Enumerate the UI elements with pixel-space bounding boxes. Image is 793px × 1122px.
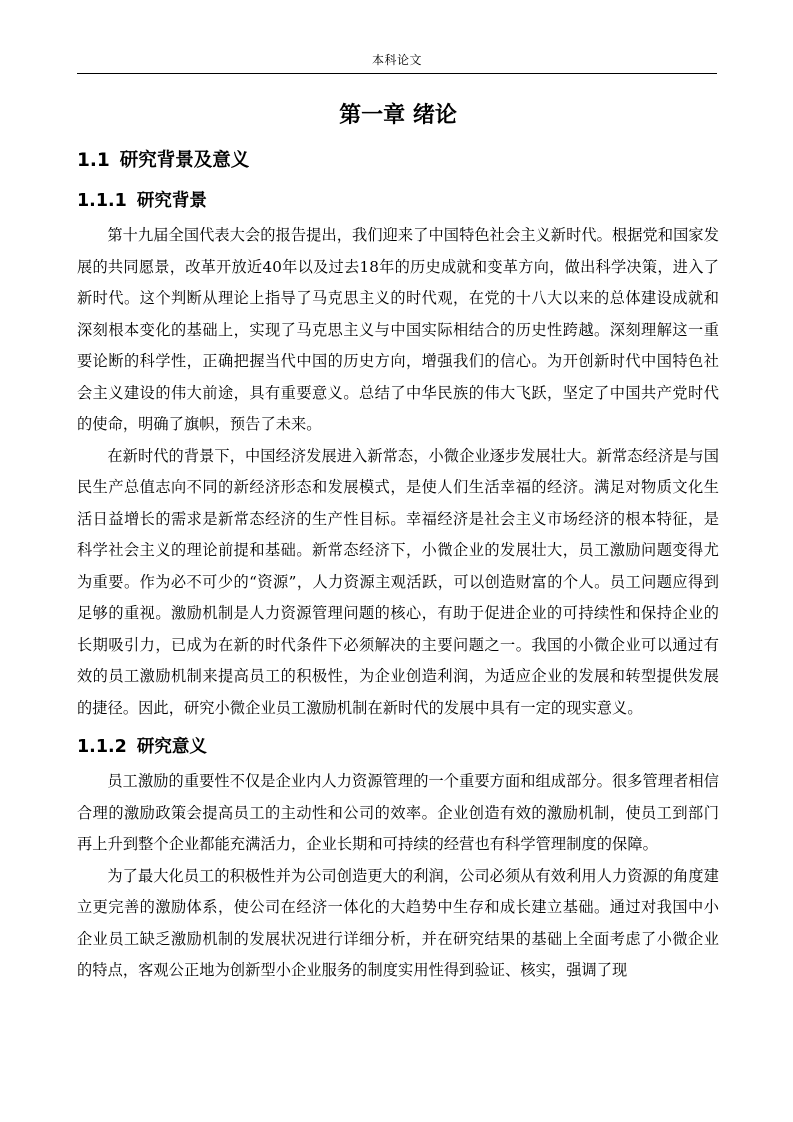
section-number: 1.1 bbox=[77, 150, 110, 171]
subsection-number: 1.1.1 bbox=[77, 191, 127, 211]
header-divider bbox=[77, 73, 717, 74]
subsection-number: 1.1.2 bbox=[77, 737, 127, 757]
body-paragraph: 员工激励的重要性不仅是企业内人力资源管理的一个重要方面和组成部分。很多管理者相信合理的激励政策会提高员工的主动性和公司的效率。企业创造有效的激励机制，使员工到部门再上升到整个企业都能充满活力，企业长期和可持续的经营也有科学管理制度的保障。 bbox=[77, 772, 719, 853]
section-heading-1-1 bbox=[77, 142, 719, 180]
subsection-heading-1-1-1 bbox=[77, 182, 719, 220]
subsection-title-text: 研究背景 bbox=[136, 191, 207, 211]
subsection-heading-1-1-2 bbox=[77, 728, 719, 766]
section-title-text: 研究背景及意义 bbox=[119, 150, 250, 171]
running-header: 本科论文 bbox=[371, 53, 422, 67]
body-paragraph: 第十九届全国代表大会的报告提出，我们迎来了中国特色社会主义新时代。根据党和国家发展的共同愿景，改革开放近40年以及过去18年的历史成就和变革方向，做出科学决策，进入了新时代。这个判断从理论上指导了马克思主义的时代观，在党的十八大以来的总体建设成就和深刻根本变化的基础上，实现了马克思主义与中国实际相结合的历史性跨越。深刻理解这一重要论断的科学性，正确把握当代中国的历史方向，增强我们的信心。为开创新时代中国特色社会主义建设的伟大前途，具有重要意义。总结了中华民族的伟大飞跃，坚定了中国共产党时代的使命，明确了旗帜，预告了未来。 bbox=[77, 226, 719, 433]
chapter-title: 第一章 绪论 bbox=[339, 103, 457, 128]
body-paragraph: 在新时代的背景下，中国经济发展进入新常态，小微企业逐步发展壮大。新常态经济是与国民生产总值志向不同的新经济形态和发展模式，是使人们生活幸福的经济。满足对物质文化生活日益增长的需求是新常态经济的生产性目标。幸福经济是社会主义市场经济的根本特征，是科学社会主义的理论前提和基础。新常态经济下，小微企业的发展壮大，员工激励问题变得尤为重要。作为必不可少的“资源”，人力资源主观活跃，可以创造财富的个人。员工问题应得到足够的重视。激励机制是人力资源管理问题的核心，有助于促进企业的可持续性和保持企业的长期吸引力，已成为在新的时代条件下必须解决的主要问题之一。我国的小微企业可以通过有效的员工激励机制来提高员工的积极性，为企业创造利润，为适应企业的发展和转型提供发展的捷径。因此，研究小微企业员工激励机制在新时代的发展中具有一定的现实意义。 bbox=[77, 446, 719, 717]
body-paragraph: 为了最大化员工的积极性并为公司创造更大的利润，公司必须从有效利用人力资源的角度建立更完善的激励体系，使公司在经济一体化的大趋势中生存和成长建立基础。通过对我国中小企业员工缺乏激励机制的发展状况进行详细分析，并在研究结果的基础上全面考虑了小微企业的特点，客观公正地为创新型小企业服务的制度实用性得到验证、核实，强调了现 bbox=[77, 866, 719, 979]
page-body bbox=[77, 96, 719, 987]
subsection-title-text: 研究意义 bbox=[136, 737, 207, 757]
